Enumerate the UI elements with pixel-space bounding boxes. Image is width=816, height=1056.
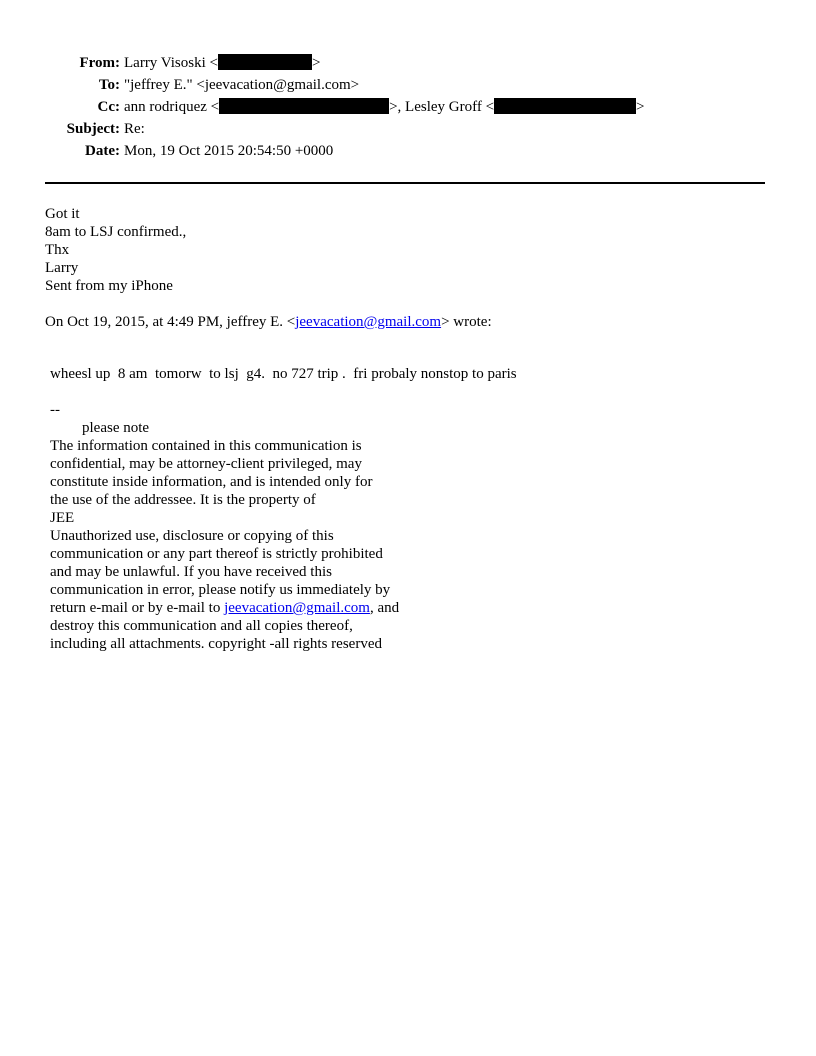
disclaimer-line: communication in error, please notify us immediately by	[50, 582, 391, 598]
reply-line: Sent from my iPhone	[45, 278, 173, 294]
from-label: From:	[79, 55, 120, 71]
return-prefix: return e-mail or by e-mail to	[50, 600, 225, 616]
quote-intro-suffix: > wrote:	[441, 314, 492, 330]
cc-value	[124, 96, 645, 118]
signature-dashes: --	[50, 402, 60, 418]
disclaimer-line: the use of the addressee. It is the property of	[50, 492, 316, 508]
subject-row	[0, 118, 816, 140]
disclaimer-line: constitute inside information, and is intended only for	[50, 474, 373, 490]
redaction-box	[494, 98, 636, 114]
return-suffix: , and	[369, 600, 400, 616]
quoted-text: wheesl up 8 am tomorw to lsj g4. no 727 trip . fri probaly nonstop to paris	[50, 366, 517, 382]
cc-separator: >, Lesley Groff <	[389, 99, 495, 115]
quote-intro	[45, 313, 492, 331]
redaction-box	[218, 54, 312, 70]
from-row	[0, 52, 816, 74]
reply-line: 8am to LSJ confirmed.,	[45, 224, 187, 240]
disclaimer-line: JEE	[50, 510, 75, 526]
email-header	[0, 52, 816, 162]
disclaimer-line: and may be unlawful. If you have received this	[50, 564, 332, 580]
date-label: Date:	[85, 143, 120, 159]
email-link[interactable]: jeevacation@gmail.com	[295, 314, 442, 330]
disclaimer-line: including all attachments. copyright -all rights reserved	[50, 636, 382, 652]
email-link[interactable]: jeevacation@gmail.com	[224, 600, 370, 616]
please-note: please note	[82, 420, 150, 436]
disclaimer-line: destroy this communication and all copies thereof,	[50, 618, 353, 634]
disclaimer-line: confidential, may be attorney-client privileged, may	[50, 456, 362, 472]
disclaimer-return-line	[50, 599, 399, 617]
date-value: Mon, 19 Oct 2015 20:54:50 +0000	[124, 143, 334, 159]
to-value: "jeffrey E." <jeevacation@gmail.com>	[124, 77, 360, 93]
header-divider	[45, 182, 765, 184]
reply-line: Larry	[45, 260, 79, 276]
redaction-box	[219, 98, 389, 114]
subject-value: Re:	[124, 121, 145, 137]
cc-row	[0, 96, 816, 118]
from-name: Larry Visoski <	[124, 55, 218, 71]
to-row	[0, 74, 816, 96]
cc-name-1: ann rodriquez <	[124, 99, 220, 115]
from-close: >	[311, 55, 321, 71]
quote-intro-prefix: On Oct 19, 2015, at 4:49 PM, jeffrey E. <	[45, 314, 296, 330]
cc-close: >	[636, 99, 645, 115]
date-row	[0, 140, 816, 162]
disclaimer-line: The information contained in this communication is	[50, 438, 362, 454]
subject-label: Subject:	[66, 121, 120, 137]
disclaimer-line: Unauthorized use, disclosure or copying of this	[50, 528, 334, 544]
reply-line: Got it	[45, 206, 80, 222]
cc-label: Cc:	[97, 99, 120, 115]
disclaimer-line: communication or any part thereof is strictly prohibited	[50, 546, 383, 562]
from-value	[124, 52, 320, 74]
reply-line: Thx	[45, 242, 70, 258]
to-label: To:	[98, 77, 120, 93]
